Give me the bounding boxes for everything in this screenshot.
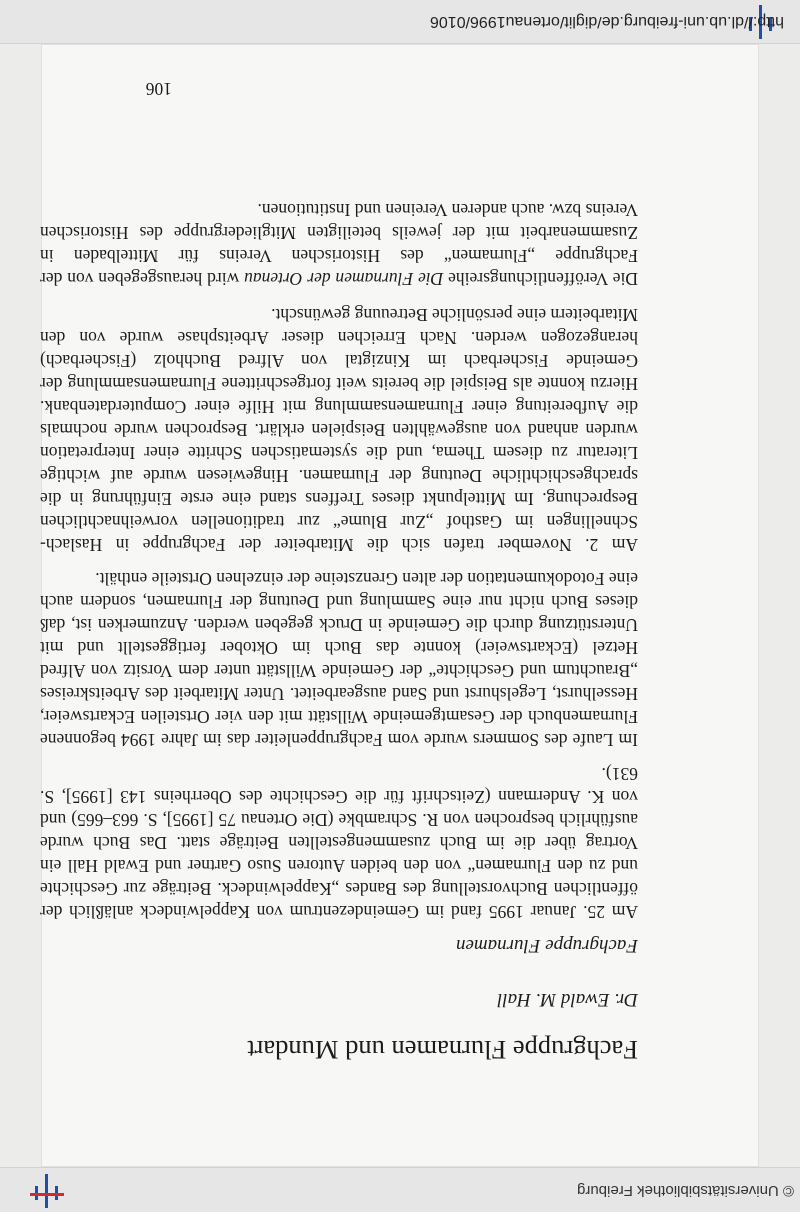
paragraph-1: Am 25. Januar 1995 fand im Gemeindezentrum von Kappelwindeck anläßlich der öffentlichen Buchvorstellung des Bandes „Kappelwindeck. Beiträge zur Geschichte und zu den Flurnamen“ von den beiden Autoren Suso Gartner und Ewald Hall ein Vortrag über die im Buch zusammengestellten Beiträge statt. Das Buch wurde ausführlich besprochen von R. Schrambke (Die Ortenau 75 [1995], S. 663–665) und von K. Andermann (Zeitschrift für die Geschichte des Oberrheins 143 [1995], S. 631).: [40, 764, 638, 922]
page-url[interactable]: http://dl.ub.uni-freiburg.de/diglit/ortenau1996/0106: [429, 13, 784, 30]
article-title: Fachgruppe Flurnamen und Mundart: [247, 1035, 638, 1065]
page-number: 106: [145, 79, 172, 99]
library-credit: © Universitätsbibliothek Freiburg: [577, 1182, 794, 1199]
series-title: Die Flurnamen der Ortenau: [244, 269, 444, 289]
paragraph-2: Im Laufe des Sommers wurde vom Fachgruppenleiter das im Jahre 1994 begonnene Flurnamenbuch der Gesamtgemeinde Willstätt mit den vier Ortsteilen Eckartsweier, Hesselhurst, Legelshurst und Sand ausgearbeitet. Unter Mitarbeit des Arbeitskreises „Brauchtum und Geschichte“ der Gemeinde Willstätt unter dem Vorsitz von Alfred Hetzel (Eckartsweier) konnte das Buch im Oktober fertiggestellt und mit Unterstützung durch die Gemeinde in Druck gegeben werden. Anzumerken ist, daß dieses Buch nicht nur eine Sammlung und Deutung der Flurnamen, sondern auch eine Fotodokumentation der alten Grenzsteine der einzelnen Ortsteile enthält.: [40, 569, 638, 750]
paragraph-3: Am 2. November trafen sich die Mitarbeiter der Fachgruppe in Haslach-Schnellingen im Gasthof „Zur Blume“ zur traditionellen vorweihnachtlichen Besprechung. Im Mittelpunkt dieses Treffens stand eine erste Einführung in die sprachgeschichtliche Deutung der Flurnamen. Hingewiesen wurde auf wichtige Literatur zu diesem Thema, und die systematischen Schritte einer Interpretation wurden anhand von ausgewählten Beispielen erklärt. Besprochen wurde nochmals die Aufbereitung einer Flurnamensammlung mit Hilfe einer Computerdatenbank. Hierzu konnte als Beispiel die bereits weit fortgeschrittene Flurnamensammlung der Gemeinde Fischerbach im Kinzigtal von Alfred Buchholz (Fischerbach) herangezogen werden. Nach Erreichen dieser Arbeitsphase wurde von den Mitarbeitern eine persönliche Betreuung gewünscht.: [40, 305, 638, 555]
viewer-top-bar: [0, 1167, 800, 1212]
section-heading: Fachgruppe Flurnamen: [455, 935, 638, 956]
article-author: Dr. Ewald M. Hall: [497, 989, 638, 1010]
scanned-page: [42, 45, 758, 1166]
article: [40, 198, 638, 1066]
university-library-logo: [30, 1174, 64, 1208]
paragraph-4: Die Veröffentlichungsreihe Die Flurnamen der Ortenau wird herausgegeben von der Fachgruppe „Flurnamen“ des Historischen Vereins für Mittelbaden in Zusammenarbeit mit der jeweils beteiligten Mitgliedergruppe des Historischen Vereins bzw. auch anderen Vereinen und Institutionen.: [40, 200, 638, 289]
